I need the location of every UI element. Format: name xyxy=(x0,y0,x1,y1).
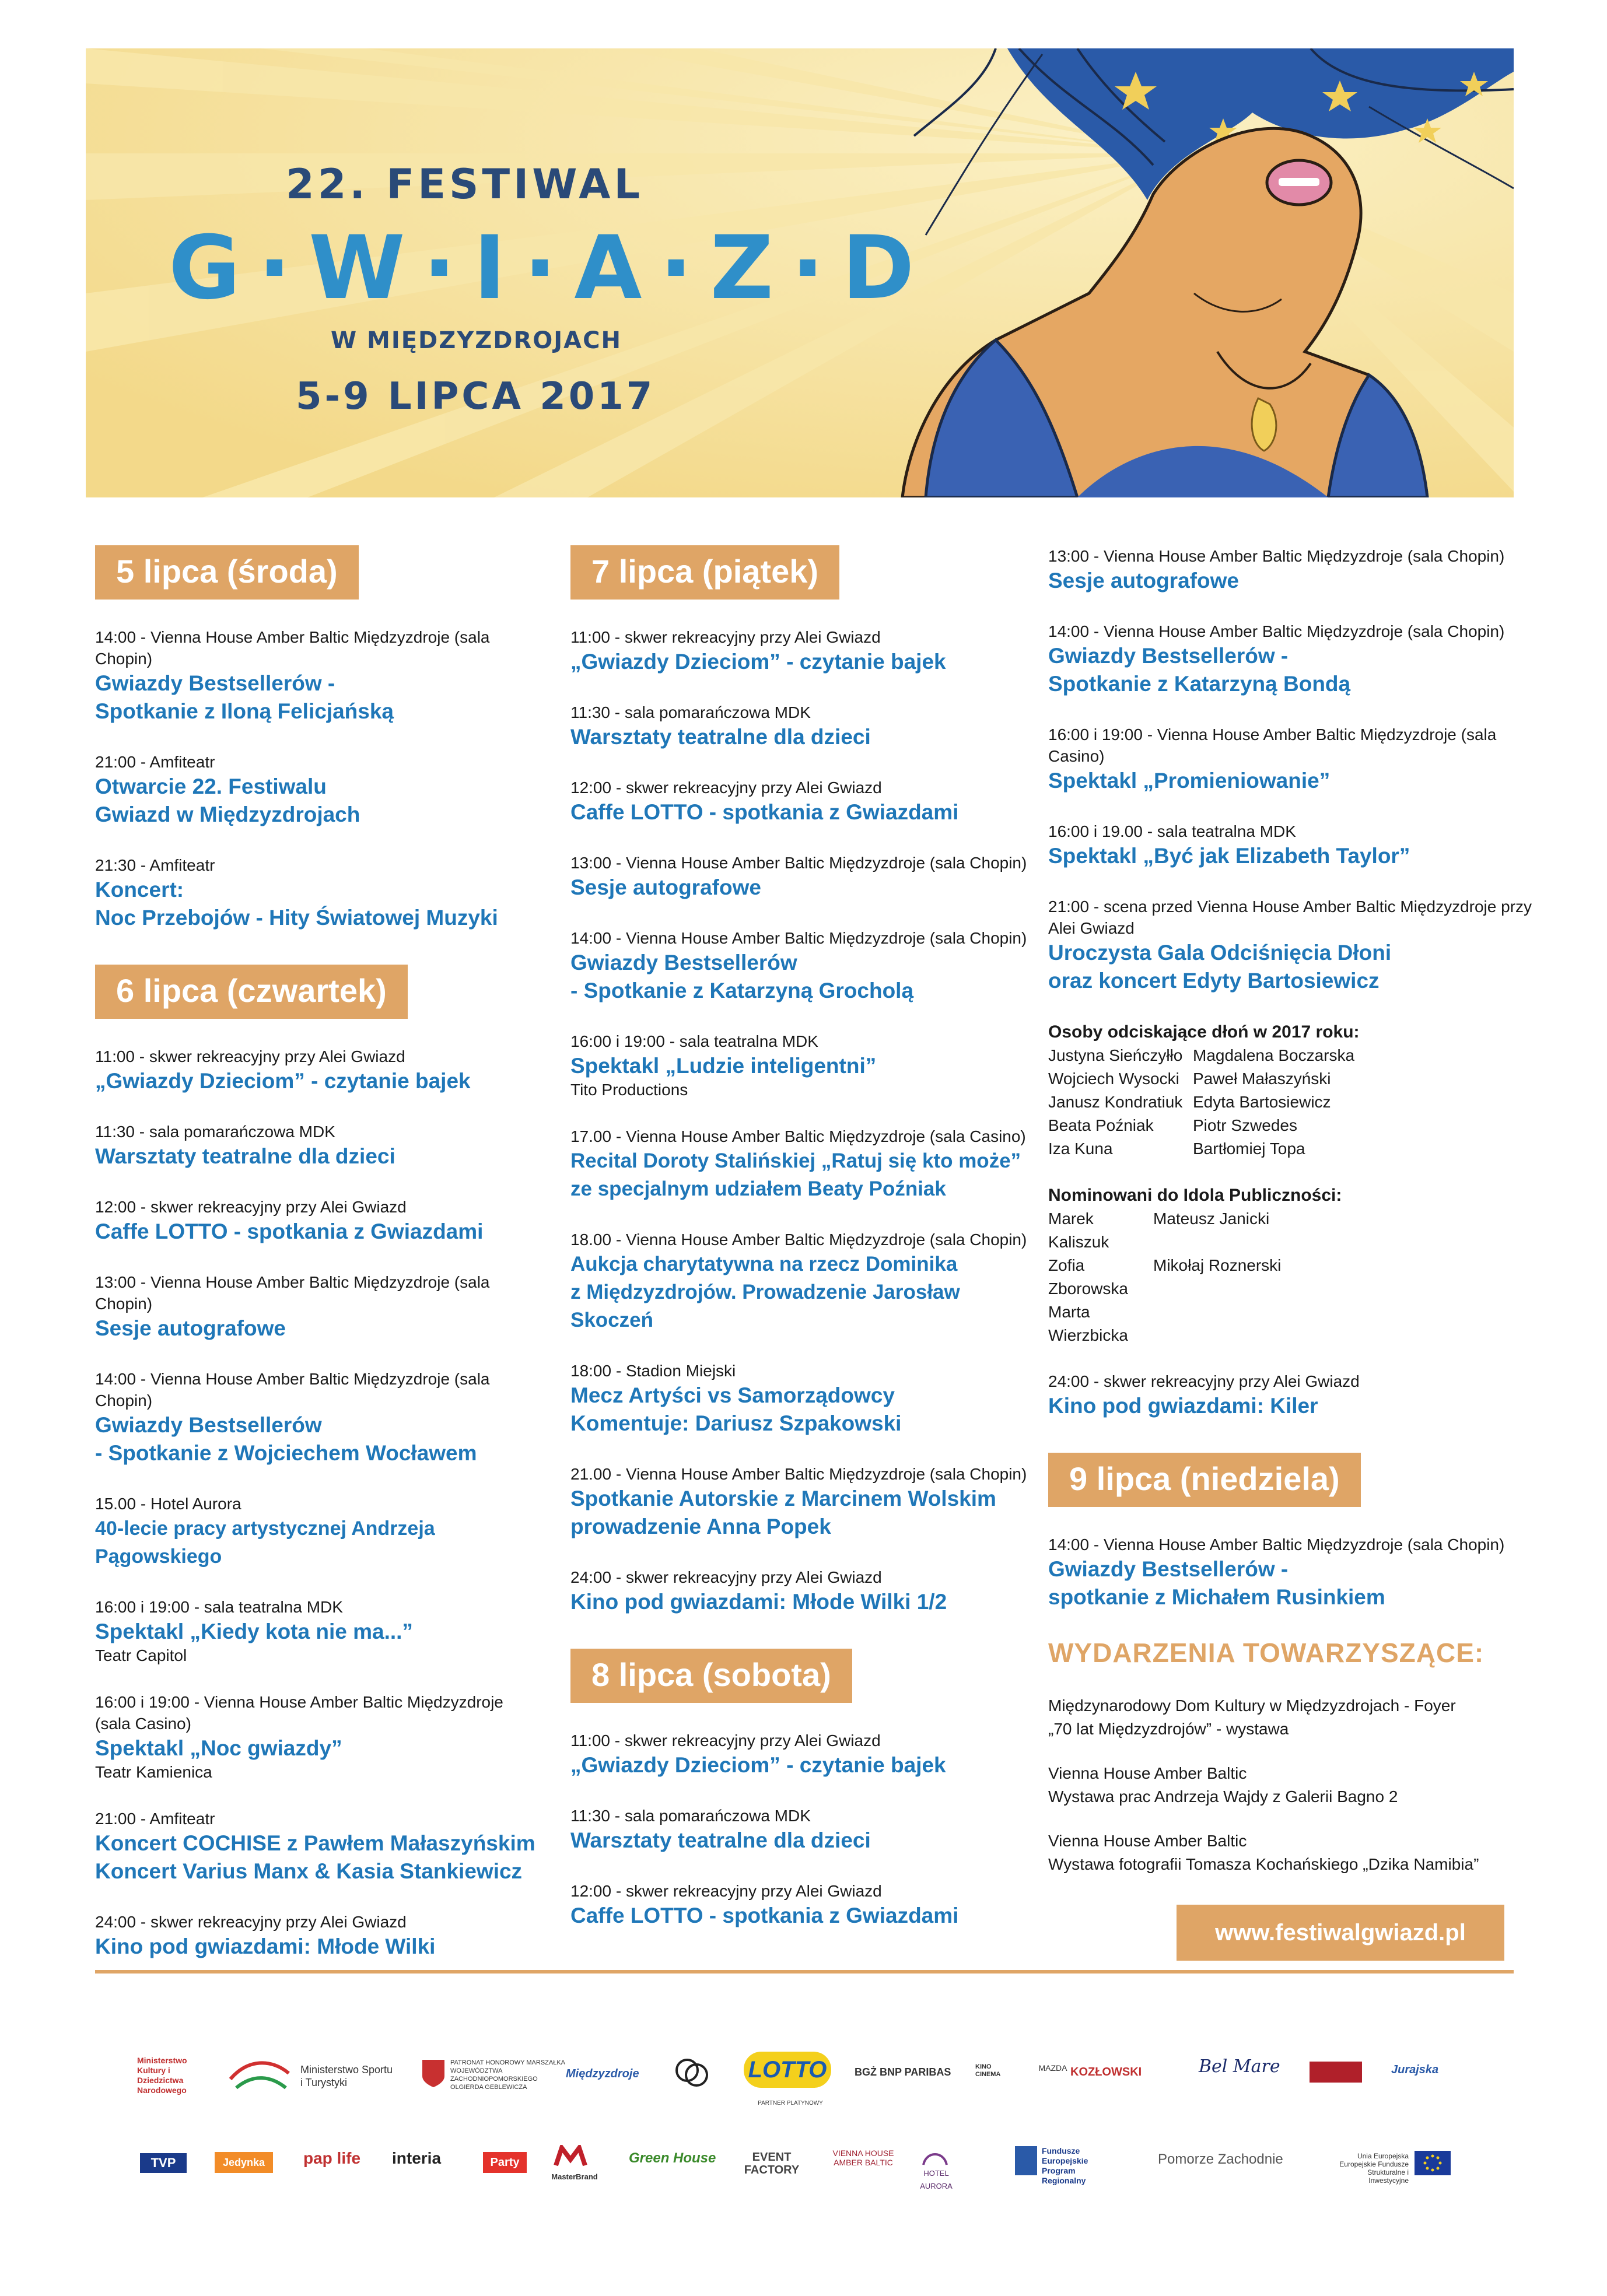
logo-ue: Unia Europejska Europejskie Fundusze Strukturalne i Inwestycyjne xyxy=(1339,2152,1409,2185)
event-title: Gwiazdy Bestsellerów - xyxy=(1048,644,1289,668)
event-title: Warsztaty teatralne dla dzieci xyxy=(570,725,871,749)
event-meta: 11:30 - sala pomarańczowa MDK xyxy=(95,1123,335,1141)
event-title: Aukcja charytatywna na rzecz Dominika xyxy=(570,1253,958,1275)
logo-lotto: LOTTO xyxy=(744,2052,831,2088)
side-event-place: Vienna House Amber Baltic xyxy=(1048,1832,1247,1850)
logo-pomorze: Pomorze Zachodnie xyxy=(1158,2151,1283,2167)
event-note: Tito Productions xyxy=(570,1081,688,1099)
idol-list-heading: Nominowani do Idola Publiczności: xyxy=(1048,1186,1342,1205)
event-title: ze specjalnym udziałem Beaty Poźniak xyxy=(570,1177,946,1200)
event-item xyxy=(1048,724,1532,795)
person-name: Mikołaj Roznerski xyxy=(1153,1256,1282,1274)
event-meta: 11:00 - skwer rekreacyjny przy Alei Gwiazd xyxy=(95,1047,405,1065)
day-header-6-lipca: 6 lipca (czwartek) xyxy=(95,965,408,1019)
event-title: Gwiazdy Bestsellerów - xyxy=(1048,1557,1289,1581)
event-title: Spektakl „Ludzie inteligentni” xyxy=(570,1054,877,1078)
event-meta: 12:00 - skwer rekreacyjny przy Alei Gwiazd xyxy=(570,779,882,797)
event-title: Koncert: xyxy=(95,878,184,902)
side-event-item xyxy=(1048,1694,1532,1741)
event-item xyxy=(1048,896,1532,995)
event-meta: 11:00 - skwer rekreacyjny przy Alei Gwiazd xyxy=(570,1731,881,1750)
logo-interia: interia xyxy=(392,2149,442,2167)
event-title: Uroczysta Gala Odciśnięcia Dłoni xyxy=(1048,941,1392,965)
side-event-desc: „70 lat Międzyzdrojów” - wystawa xyxy=(1048,1720,1289,1738)
event-item xyxy=(95,1596,538,1666)
event-title: Sesje autografowe xyxy=(95,1316,286,1340)
event-item xyxy=(570,1805,1031,1855)
event-title: z Międzyzdrojów. Prowadzenie Jarosław Skoczeń xyxy=(570,1281,960,1331)
side-event-item xyxy=(1048,1829,1532,1876)
event-title: „Gwiazdy Dzieciom” - czytanie bajek xyxy=(95,1069,471,1093)
side-event-desc: Wystawa fotografii Tomasza Kochańskiego „Dzika Namibia” xyxy=(1048,1855,1479,1873)
festival-banner xyxy=(86,48,1514,497)
person-name: Mateusz Janicki xyxy=(1153,1210,1270,1228)
event-item xyxy=(95,1368,538,1467)
event-meta: 12:00 - skwer rekreacyjny przy Alei Gwiazd xyxy=(95,1198,407,1216)
event-meta: 24:00 - skwer rekreacyjny przy Alei Gwiazd xyxy=(570,1568,882,1586)
event-title: Caffe LOTTO - spotkania z Gwiazdami xyxy=(570,800,959,824)
divider xyxy=(95,1970,1514,1973)
event-title: Komentuje: Dariusz Szpakowski xyxy=(570,1411,902,1435)
event-meta: 21:00 - Amfiteatr xyxy=(95,1810,215,1828)
event-item xyxy=(570,1566,1031,1616)
event-meta: 14:00 - Vienna House Amber Baltic Międzyzdroje (sala Chopin) xyxy=(95,628,490,668)
event-item xyxy=(570,1463,1031,1541)
day-header-8-lipca: 8 lipca (sobota) xyxy=(570,1649,852,1703)
event-meta: 13:00 - Vienna House Amber Baltic Międzyzdroje (sala Chopin) xyxy=(1048,547,1505,565)
logo-lotto-sub: PARTNER PLATYNOWY xyxy=(758,2100,823,2106)
event-item xyxy=(1048,821,1532,870)
logo-greenhouse: Green House xyxy=(629,2150,716,2166)
event-title: „Gwiazdy Dzieciom” - czytanie bajek xyxy=(570,650,946,674)
logo-kino: KINO CINEMA xyxy=(975,2063,1001,2078)
event-item xyxy=(570,1030,1031,1100)
event-item xyxy=(95,854,538,932)
side-event-desc: Wystawa prac Andrzeja Wajdy z Galerii Bagno 2 xyxy=(1048,1787,1398,1806)
event-title: 40-lecie pracy artystycznej Andrzeja Pągowskiego xyxy=(95,1517,435,1568)
banner-festival-label: 22. FESTIWAL xyxy=(286,160,644,208)
event-item xyxy=(570,1730,1031,1779)
event-title: Spektakl „Być jak Elizabeth Taylor” xyxy=(1048,844,1410,868)
event-title: Spotkanie z Katarzyną Bondą xyxy=(1048,672,1351,696)
event-meta: 13:00 - Vienna House Amber Baltic Międzyzdroje (sala Chopin) xyxy=(95,1273,490,1313)
logo-fundusze-icon xyxy=(1015,2146,1037,2175)
event-title: - Spotkanie z Katarzyną Grocholą xyxy=(570,979,914,1002)
shield-icon xyxy=(421,2059,446,2088)
logo-msit-icon xyxy=(225,2056,295,2097)
event-meta: 16:00 i 19.00 - sala teatralna MDK xyxy=(1048,822,1296,840)
event-item xyxy=(570,1229,1031,1334)
theater-masks-icon xyxy=(671,2053,712,2094)
banner-dates: 5-9 LIPCA 2017 xyxy=(296,375,656,418)
person-name: Iza Kuna xyxy=(1048,1140,1113,1158)
event-item xyxy=(95,1196,538,1246)
logo-kozlowski: KOZŁOWSKI xyxy=(1070,2066,1142,2078)
logo-viennahouse: VIENNA HOUSE AMBER BALTIC xyxy=(832,2148,894,2167)
event-meta: 18:00 - Stadion Miejski xyxy=(570,1362,736,1380)
event-meta: 18.00 - Vienna House Amber Baltic Międzyzdroje (sala Chopin) xyxy=(570,1231,1027,1249)
event-item xyxy=(95,1121,538,1170)
event-item xyxy=(570,927,1031,1005)
event-meta: 21:00 - Amfiteatr xyxy=(95,753,215,771)
event-meta: 16:00 i 19:00 - Vienna House Amber Baltic Międzyzdroje (sala Casino) xyxy=(95,1693,503,1733)
aurora-icon xyxy=(920,2145,950,2166)
event-meta: 21:00 - scena przed Vienna House Amber Baltic Międzyzdroje przy Alei Gwiazd xyxy=(1048,898,1532,937)
event-meta: 24:00 - skwer rekreacyjny przy Alei Gwiazd xyxy=(1048,1372,1360,1390)
logo-patronat: PATRONAT HONOROWY MARSZAŁKA WOJEWÓDZTWA ZACHODNIOPOMORSKIEGO OLGIERDA GEBLEWICZA xyxy=(450,2059,565,2091)
event-title: spotkanie z Michałem Rusinkiem xyxy=(1048,1585,1385,1609)
logo-eventfactory: EVENT FACTORY xyxy=(744,2151,800,2176)
logo-fundusze: Fundusze Europejskie Program Regionalny xyxy=(1042,2146,1088,2185)
event-meta: 14:00 - Vienna House Amber Baltic Międzyzdroje (sala Chopin) xyxy=(95,1370,490,1410)
person-name: Paweł Małaszyński xyxy=(1193,1070,1331,1088)
event-meta: 16:00 i 19:00 - Vienna House Amber Baltic Międzyzdroje (sala Casino) xyxy=(1048,725,1497,765)
banner-gwiazd-title: G·W·I·A·Z·D xyxy=(169,218,932,319)
logo-aurora: HOTEL AURORA xyxy=(920,2169,953,2190)
banner-place: W MIĘDZYZDROJACH xyxy=(331,327,622,354)
person-name xyxy=(1153,1301,1328,1347)
event-title: Kino pod gwiazdami: Kiler xyxy=(1048,1394,1318,1418)
logo-jurajska: Jurajska xyxy=(1391,2063,1439,2076)
logo-tvp: TVP xyxy=(140,2153,187,2173)
event-title: Caffe LOTTO - spotkania z Gwiazdami xyxy=(570,1904,959,1927)
event-meta: 14:00 - Vienna House Amber Baltic Międzyzdroje (sala Chopin) xyxy=(1048,622,1505,640)
logo-mazda: MAZDA xyxy=(1038,2063,1067,2073)
event-item xyxy=(95,1493,538,1571)
side-event-place: Vienna House Amber Baltic xyxy=(1048,1764,1247,1782)
schedule-column-2 xyxy=(570,545,1031,1955)
event-item xyxy=(570,1126,1031,1203)
event-title: Gwiazd w Międzyzdrojach xyxy=(95,802,360,826)
event-title: Warsztaty teatralne dla dzieci xyxy=(95,1144,395,1168)
event-title: Kino pod gwiazdami: Młode Wilki xyxy=(95,1934,436,1958)
event-meta: 21.00 - Vienna House Amber Baltic Międzyzdroje (sala Chopin) xyxy=(570,1465,1027,1483)
event-title: Gwiazdy Bestsellerów - xyxy=(95,671,335,695)
event-title: Caffe LOTTO - spotkania z Gwiazdami xyxy=(95,1219,484,1243)
event-item xyxy=(95,1271,538,1342)
logo-jedynka: Jedynka xyxy=(215,2152,273,2173)
event-title: Recital Doroty Stalińskiej „Ratuj się kto może” xyxy=(570,1149,1021,1172)
event-meta: 11:30 - sala pomarańczowa MDK xyxy=(570,1807,811,1825)
event-title: Gwiazdy Bestsellerów xyxy=(570,951,797,975)
person-name: Edyta Bartosiewicz xyxy=(1193,1093,1331,1111)
event-item xyxy=(570,1360,1031,1438)
event-item xyxy=(95,626,538,725)
event-title: Koncert COCHISE z Pawłem Małaszyńskim xyxy=(95,1831,535,1855)
person-name: Wojciech Wysocki xyxy=(1048,1070,1179,1088)
event-title: Spotkanie Autorskie z Marcinem Wolskim xyxy=(570,1487,996,1510)
logo-red-badge xyxy=(1310,2062,1362,2083)
event-title: Sesje autografowe xyxy=(570,875,761,899)
event-meta: 16:00 i 19:00 - sala teatralna MDK xyxy=(570,1032,818,1050)
event-title: Spektakl „Promieniowanie” xyxy=(1048,769,1331,793)
event-item xyxy=(570,852,1031,902)
event-title: Mecz Artyści vs Samorządowcy xyxy=(570,1383,895,1407)
event-title: Sesje autografowe xyxy=(1048,569,1239,593)
event-item xyxy=(1048,1534,1532,1611)
logo-mkidn: Ministerstwo Kultury i Dziedzictwa Narodowego xyxy=(137,2056,187,2095)
eu-stars-icon xyxy=(1415,2151,1451,2175)
event-item xyxy=(570,1880,1031,1930)
person-name: Justyna Sieńczyłło xyxy=(1048,1046,1183,1064)
person-name: Janusz Kondratiuk xyxy=(1048,1093,1183,1111)
person-name: Piotr Szwedes xyxy=(1193,1116,1297,1134)
logo-masterbrand: MasterBrand xyxy=(551,2172,598,2181)
event-meta: 11:30 - sala pomarańczowa MDK xyxy=(570,703,811,721)
event-meta: 16:00 i 19:00 - sala teatralna MDK xyxy=(95,1598,343,1616)
event-title: Warsztaty teatralne dla dzieci xyxy=(570,1828,871,1852)
event-title: oraz koncert Edyty Bartosiewicz xyxy=(1048,969,1380,993)
idol-list xyxy=(1048,1207,1532,1347)
event-title: Noc Przebojów - Hity Światowej Muzyki xyxy=(95,906,498,930)
side-event-item xyxy=(1048,1762,1532,1808)
side-event-place: Międzynarodowy Dom Kultury w Międzyzdrojach - Foyer xyxy=(1048,1696,1456,1715)
person-name: Beata Poźniak xyxy=(1048,1116,1154,1134)
event-meta: 21:30 - Amfiteatr xyxy=(95,856,215,874)
event-title: Spektakl „Noc gwiazdy” xyxy=(95,1736,342,1760)
event-meta: 13:00 - Vienna House Amber Baltic Międzyzdroje (sala Chopin) xyxy=(570,854,1027,872)
event-meta: 24:00 - skwer rekreacyjny przy Alei Gwiazd xyxy=(95,1913,407,1931)
person-name: Zofia Zborowska xyxy=(1048,1256,1128,1298)
event-item xyxy=(570,702,1031,751)
event-title: Kino pod gwiazdami: Młode Wilki 1/2 xyxy=(570,1590,947,1614)
event-title: Koncert Varius Manx & Kasia Stankiewicz xyxy=(95,1859,523,1883)
event-note: Teatr Capitol xyxy=(95,1646,187,1664)
event-item xyxy=(1048,1370,1532,1420)
logo-bgz: BGŻ BNP PARIBAS xyxy=(855,2066,951,2078)
logo-party: Party xyxy=(483,2152,527,2173)
event-item xyxy=(95,1911,538,1961)
hands-list xyxy=(1048,1044,1532,1161)
website-link[interactable]: www.festiwalgwiazd.pl xyxy=(1177,1905,1504,1961)
side-events-heading: WYDARZENIA TOWARZYSZĄCE: xyxy=(1048,1638,1485,1668)
person-name: Bartłomiej Topa xyxy=(1193,1140,1305,1158)
event-meta: 15.00 - Hotel Aurora xyxy=(95,1495,241,1513)
event-title: Otwarcie 22. Festiwalu xyxy=(95,774,327,798)
masterbrand-icon xyxy=(553,2145,588,2168)
event-item xyxy=(95,751,538,829)
logo-paplife: pap life xyxy=(303,2149,361,2167)
event-title: Gwiazdy Bestsellerów xyxy=(95,1413,322,1437)
person-name: Magdalena Boczarska xyxy=(1193,1046,1355,1064)
event-title: prowadzenie Anna Popek xyxy=(570,1515,831,1538)
event-note: Teatr Kamienica xyxy=(95,1763,212,1781)
eu-flag-icon xyxy=(1415,2151,1451,2175)
event-title: Spektakl „Kiedy kota nie ma...” xyxy=(95,1620,413,1643)
person-name: Marta Wierzbicka xyxy=(1048,1303,1128,1344)
event-title: „Gwiazdy Dzieciom” - czytanie bajek xyxy=(570,1753,946,1777)
schedule-column-3 xyxy=(1048,545,1532,1897)
event-title: - Spotkanie z Wojciechem Wocławem xyxy=(95,1441,477,1465)
event-item xyxy=(1048,545,1532,595)
event-item xyxy=(95,1808,538,1885)
person-name: Marek Kaliszuk xyxy=(1048,1210,1109,1251)
logo-miedzyzdroje: Międzyzdroje xyxy=(566,2067,639,2080)
day-header-9-lipca: 9 lipca (niedziela) xyxy=(1048,1453,1361,1507)
event-item xyxy=(1048,621,1532,698)
day-header-7-lipca: 7 lipca (piątek) xyxy=(570,545,839,600)
event-meta: 14:00 - Vienna House Amber Baltic Międzyzdroje (sala Chopin) xyxy=(570,929,1027,947)
schedule-column-1 xyxy=(95,545,538,1986)
event-meta: 14:00 - Vienna House Amber Baltic Międzyzdroje (sala Chopin) xyxy=(1048,1536,1505,1554)
event-meta: 17.00 - Vienna House Amber Baltic Międzyzdroje (sala Casino) xyxy=(570,1127,1026,1145)
event-item xyxy=(570,626,1031,676)
logo-belmare: Bel Mare xyxy=(1199,2056,1280,2077)
logo-msit: Ministerstwo Sportu i Turystyki xyxy=(300,2064,393,2088)
event-meta: 12:00 - skwer rekreacyjny przy Alei Gwiazd xyxy=(570,1882,882,1900)
event-meta: 11:00 - skwer rekreacyjny przy Alei Gwiazd xyxy=(570,628,881,646)
event-item xyxy=(95,1691,538,1782)
event-title: Spotkanie z Iloną Felicjańską xyxy=(95,699,394,723)
day-header-5-lipca: 5 lipca (środa) xyxy=(95,545,359,600)
hands-list-heading: Osoby odciskające dłoń w 2017 roku: xyxy=(1048,1022,1360,1042)
event-item xyxy=(570,777,1031,826)
event-item xyxy=(95,1046,538,1095)
